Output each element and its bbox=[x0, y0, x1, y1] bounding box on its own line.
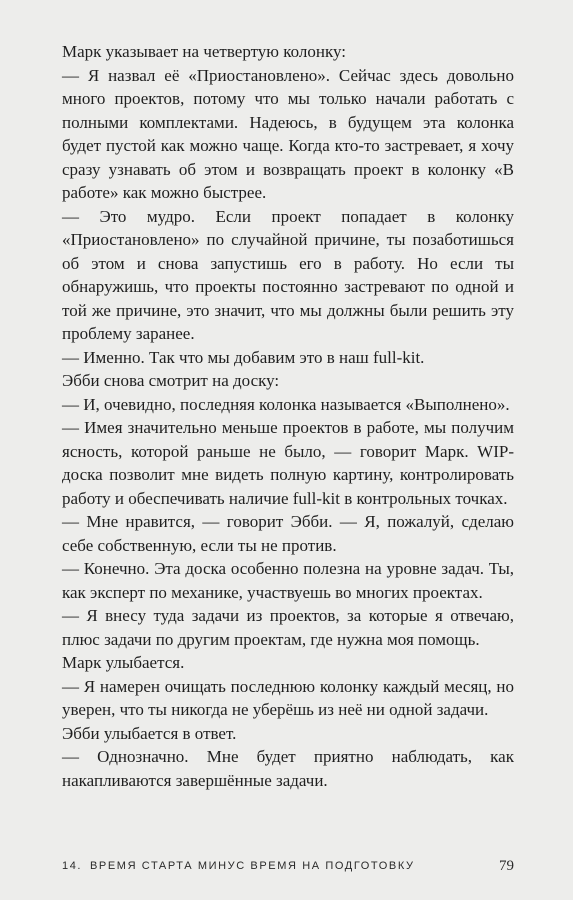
chapter-number: 14. bbox=[62, 860, 83, 872]
running-footer bbox=[62, 858, 514, 878]
paragraph: Марк указывает на четвертую колонку: bbox=[62, 42, 347, 61]
chapter-title: ВРЕМЯ СТАРТА МИНУС ВРЕМЯ НА ПОДГОТОВКУ bbox=[90, 860, 415, 872]
paragraph: — Я назвал её «Приостановлено». Сейчас здесь довольно много проектов, потому что мы только начали работать с полными комплектами. Надеюсь, в будущем эта колонка будет пустой как можно чаще. Когда кто-то застревает, я хочу сразу узнавать об этом и возвращать проект в колонку «В работе» как можно быстрее. bbox=[62, 65, 514, 202]
paragraph: Эбби улыбается в ответ. bbox=[62, 723, 237, 743]
paragraph: — Имея значительно меньше проектов в работе, мы получим ясность, которой раньше не было, — говорит Марк. WIP-доска позволит мне видеть полную картину, контролировать работу и обеспечивать наличие full-kit в контрольных точках. bbox=[62, 418, 514, 508]
paragraph: — И, очевидно, последняя колонка называется «Выполнено». bbox=[62, 394, 510, 414]
paragraph: — Я намерен очищать последнюю колонку каждый месяц, но уверен, что ты никогда не уберёшь из неё ни одной задачи. bbox=[62, 676, 514, 719]
paragraph: — Я внесу туда задачи из проектов, за которые я отвечаю, плюс задачи по другим проектам, где нужна моя помощь. bbox=[62, 606, 514, 649]
paragraph: — Именно. Так что мы добавим это в наш full-kit. bbox=[62, 347, 425, 367]
paragraph: Марк улыбается. bbox=[62, 653, 185, 672]
paragraph: — Это мудро. Если проект попадает в колонку «Приостановлено» по случайной причине, ты позаботишься об этом и снова запустишь его в работу. Но если ты обнаружишь, что проекты постоянно застревают по одной и той же причине, это значит, что мы должны были решить эту проблему заранее. bbox=[62, 206, 514, 343]
body-text bbox=[62, 40, 514, 792]
page-number: 79 bbox=[499, 858, 514, 874]
paragraph: — Однозначно. Мне будет приятно наблюдать, как накапливаются завершённые задачи. bbox=[62, 747, 514, 790]
paragraph: Эбби снова смотрит на доску: bbox=[62, 371, 280, 390]
paragraph: — Конечно. Эта доска особенно полезна на уровне задач. Ты, как эксперт по механике, участвуешь во многих проектах. bbox=[62, 559, 514, 602]
paragraph: — Мне нравится, — говорит Эбби. — Я, пожалуй, сделаю себе собственную, если ты не против. bbox=[62, 512, 514, 555]
